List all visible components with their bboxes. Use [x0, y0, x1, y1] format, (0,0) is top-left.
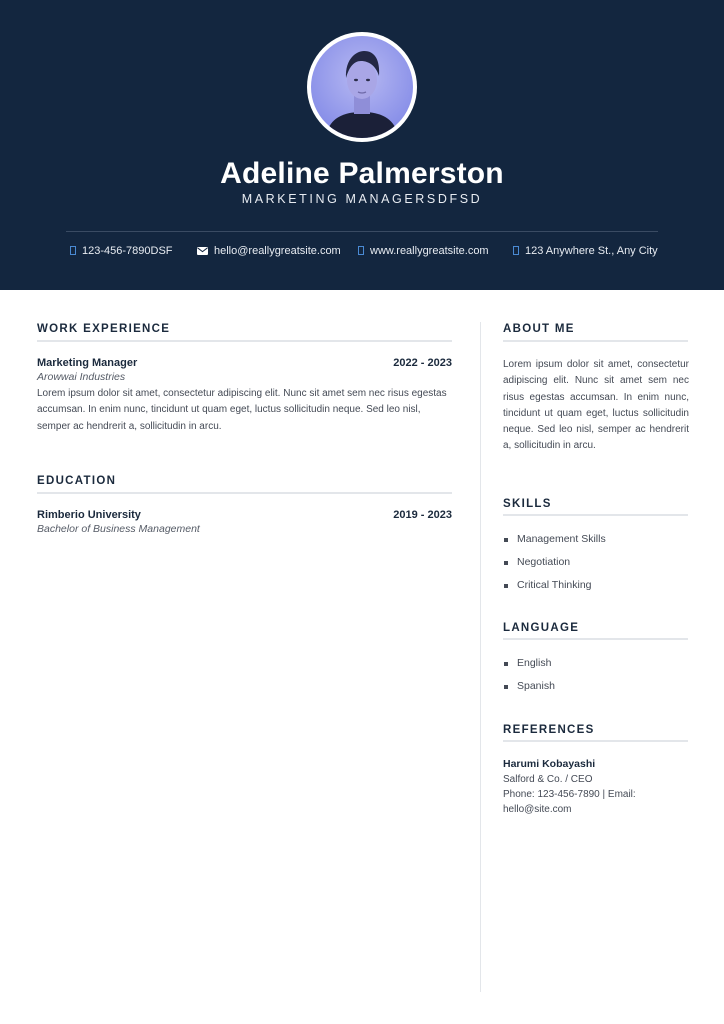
list-item [503, 657, 555, 680]
column-divider [480, 322, 481, 992]
work-experience-title: WORK EXPERIENCE [37, 323, 171, 335]
skill-label: Negotiation [517, 556, 571, 568]
contact-email [197, 245, 341, 257]
header-divider [66, 231, 658, 232]
contact-phone-text: 123-456-7890DSF [82, 245, 173, 257]
education-school: Rimberio University [37, 509, 141, 521]
reference-company: Salford & Co. / CEO [503, 774, 593, 785]
education-degree: Bachelor of Business Management [37, 523, 200, 535]
list-item [503, 680, 555, 703]
job-position: Marketing Manager [37, 357, 138, 369]
about-title: ABOUT ME [503, 323, 575, 335]
resume-header [0, 0, 724, 290]
bullet [504, 662, 508, 666]
bullet [504, 584, 508, 588]
language-title: LANGUAGE [503, 622, 580, 634]
avatar [311, 36, 413, 138]
language-list [503, 657, 555, 703]
job-company: Arowwai Industries [37, 371, 126, 383]
contact-email-text: hello@reallygreatsite.com [214, 245, 341, 257]
candidate-name: Adeline Palmerston [220, 157, 504, 190]
list-item [503, 579, 606, 602]
references-title: REFERENCES [503, 724, 595, 736]
bullet [504, 685, 508, 689]
job-dates: 2022 - 2023 [393, 357, 452, 369]
contact-phone [70, 245, 173, 257]
contact-address-text: 123 Anywhere St., Any City [525, 245, 658, 257]
bullet [504, 561, 508, 565]
contact-address [513, 245, 658, 257]
language-rule [503, 638, 688, 640]
candidate-role: MARKETING MANAGERSDFSD [241, 192, 483, 206]
phone-icon [70, 246, 76, 255]
skills-rule [503, 514, 688, 516]
job-description: Lorem ipsum dolor sit amet, consectetur adipiscing elit. Nunc sit amet sem nec risus egestas accumsan. In enim nunc, tincidunt ut quam eget, luctus sollicitudin neque. Sed leo nisl, semper ac hendrerit a, sollicitudin in arcu. [37, 388, 447, 432]
language-label: Spanish [517, 680, 555, 692]
list-item [503, 533, 606, 556]
bullet [504, 538, 508, 542]
about-rule [503, 340, 688, 342]
contact-website [358, 245, 489, 257]
reference-name: Harumi Kobayashi [503, 758, 596, 770]
education-rule [37, 492, 452, 494]
list-item [503, 556, 606, 579]
education-title: EDUCATION [37, 475, 117, 487]
reference-contact: Phone: 123-456-7890 | Email: [503, 789, 636, 800]
work-experience-rule [37, 340, 452, 342]
education-dates: 2019 - 2023 [393, 509, 452, 521]
email-icon [197, 247, 208, 255]
language-label: English [517, 657, 552, 669]
references-rule [503, 740, 688, 742]
contact-website-text: www.reallygreatsite.com [370, 245, 489, 257]
location-icon [513, 246, 519, 255]
reference-email: hello@site.com [503, 804, 572, 815]
skill-label: Critical Thinking [517, 579, 592, 591]
web-icon [358, 246, 364, 255]
skill-label: Management Skills [517, 533, 606, 545]
skills-list [503, 533, 606, 602]
about-text: Lorem ipsum dolor sit amet, consectetur adipiscing elit. Nunc sit amet sem nec risus egestas accumsan. In enim nunc, tincidunt ut quam eget, luctus sollicitudin neque. Sed leo nisl, semper ac hendrerit a, sollicitudin in arcu. [503, 359, 689, 452]
skills-title: SKILLS [503, 498, 552, 510]
avatar-frame [307, 32, 417, 142]
